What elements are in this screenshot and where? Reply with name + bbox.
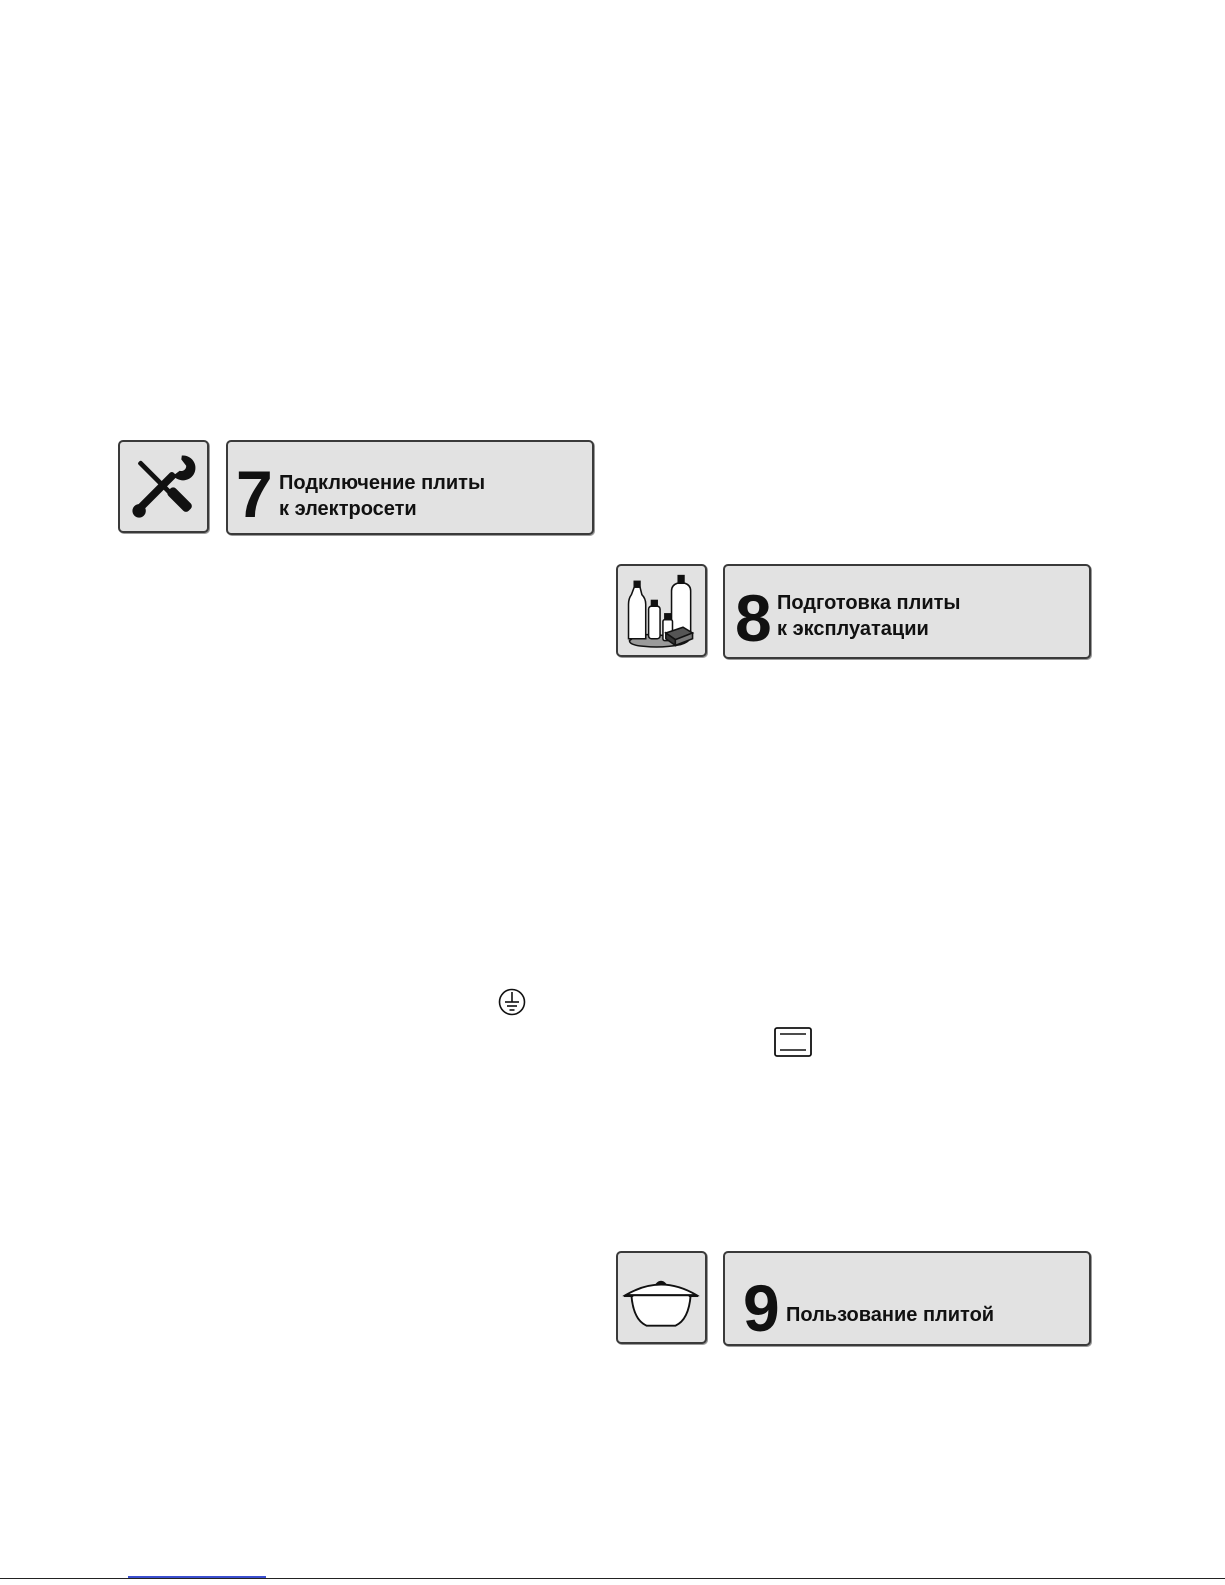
section-7-title-line1: Подключение плиты — [279, 472, 486, 494]
cooking-pot-icon — [618, 1253, 705, 1342]
section-8-title — [777, 590, 961, 642]
oven-icon — [773, 1026, 813, 1058]
section-9-title — [786, 1302, 994, 1328]
section-7-number: 7 — [236, 457, 271, 531]
footer-divider — [0, 1578, 1225, 1579]
wrench-screwdriver-icon — [120, 442, 207, 531]
section-8-title-box — [723, 564, 1091, 659]
section-9-icon-box — [616, 1251, 707, 1344]
section-8-title-line2: к эксплуатации — [777, 618, 929, 640]
section-7-title-box — [226, 440, 594, 535]
cleaning-products-icon — [618, 566, 705, 655]
section-8-icon-box — [616, 564, 707, 657]
section-7-icon-box — [118, 440, 209, 533]
section-9-title-box — [723, 1251, 1091, 1346]
protective-earth-icon — [497, 987, 527, 1017]
section-9-number: 9 — [743, 1271, 778, 1345]
section-7-title — [279, 470, 485, 522]
footer-link-underline[interactable] — [128, 1576, 266, 1578]
section-8-title-line1: Подготовка плиты — [777, 592, 961, 614]
section-7-title-line2: к электросети — [279, 498, 417, 520]
section-9-title-line1: Пользование плитой — [786, 1304, 995, 1326]
section-8-number: 8 — [735, 581, 770, 655]
